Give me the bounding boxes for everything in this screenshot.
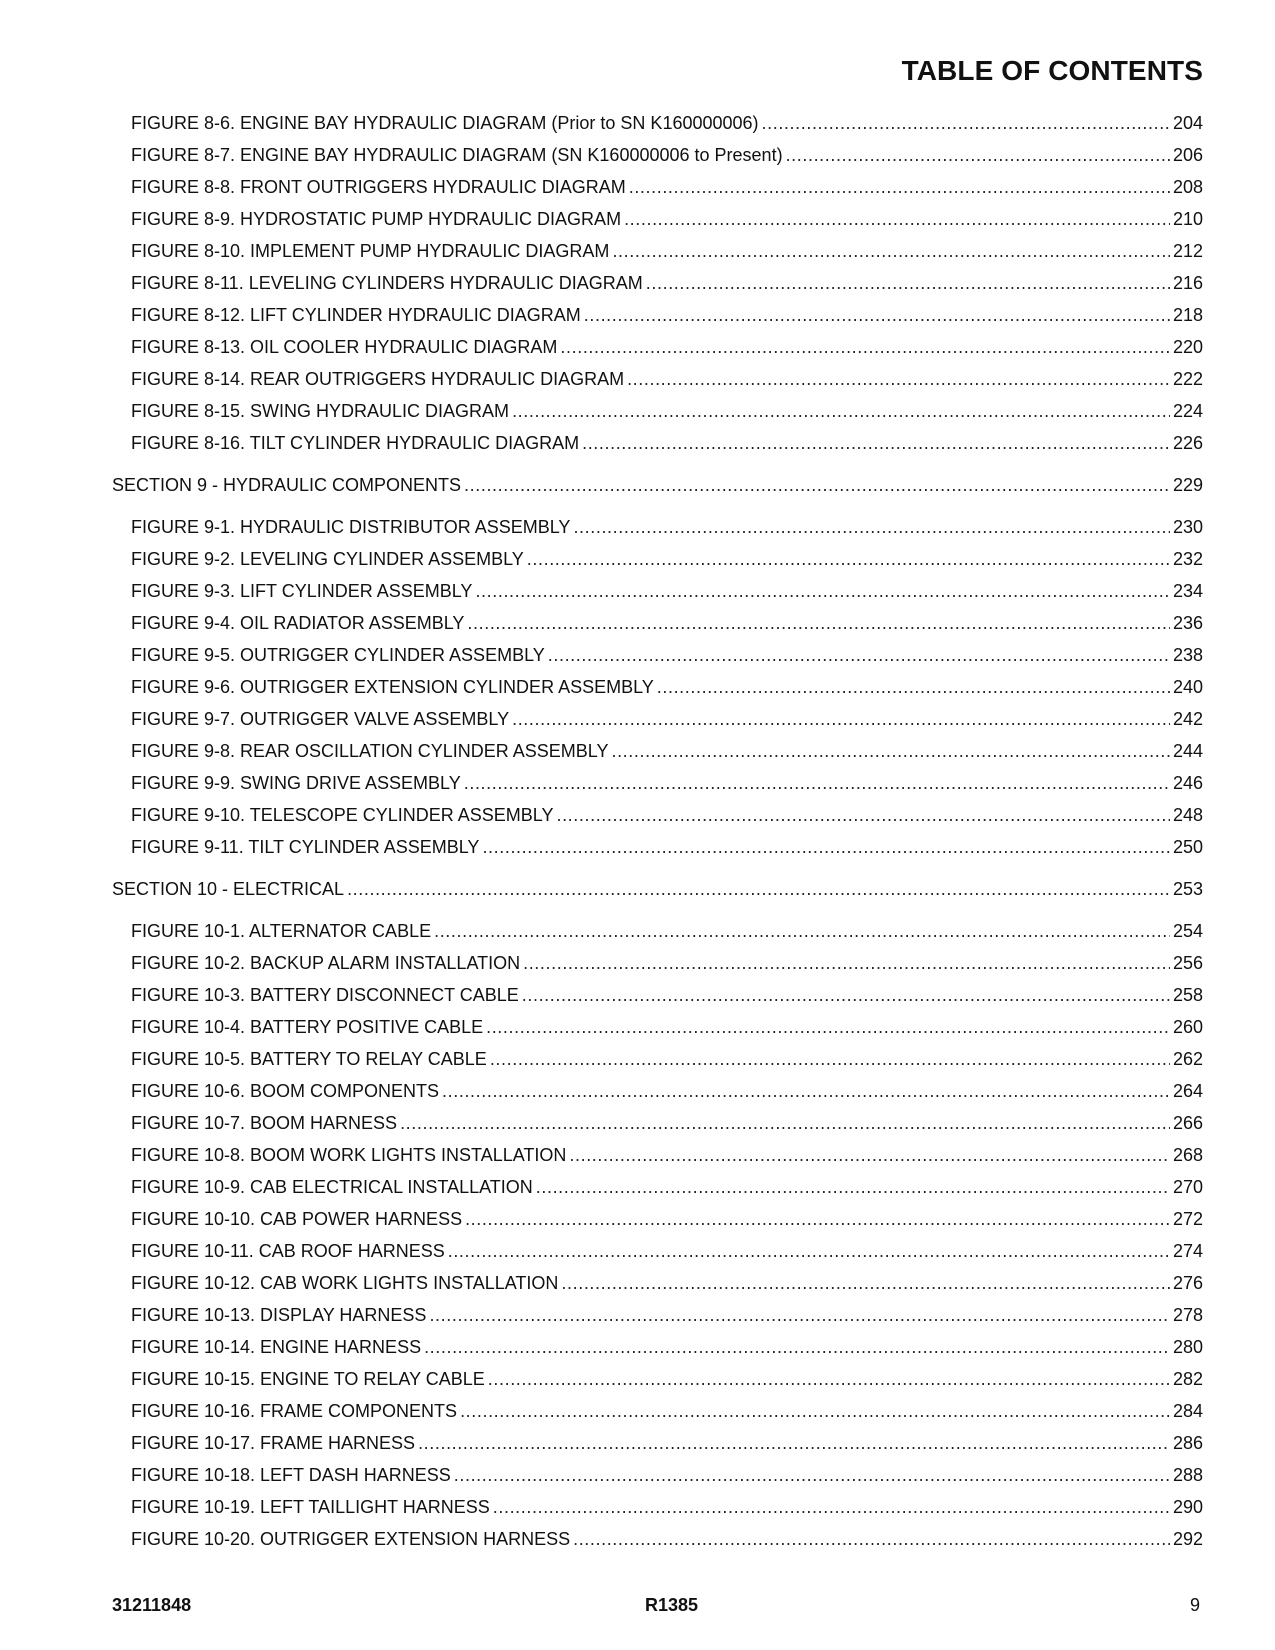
dot-leader (657, 678, 1170, 696)
dot-leader (465, 1210, 1170, 1228)
toc-figure-entry[interactable] (112, 646, 1203, 678)
toc-figure-entry[interactable] (112, 402, 1203, 434)
toc-figure-entry[interactable] (112, 1018, 1203, 1050)
page-footer (112, 1595, 1200, 1619)
dot-leader (582, 434, 1170, 452)
toc-entry-title: FIGURE 9-1. HYDRAULIC DISTRIBUTOR ASSEMBLY (131, 518, 571, 537)
toc-entry-page-number: 274 (1172, 1242, 1203, 1261)
toc-figure-entry[interactable] (112, 742, 1203, 774)
dot-leader (512, 402, 1170, 420)
toc-entry-title: FIGURE 8-11. LEVELING CYLINDERS HYDRAULIC DIAGRAM (131, 274, 643, 293)
toc-entry-title: FIGURE 8-14. REAR OUTRIGGERS HYDRAULIC DIAGRAM (131, 370, 625, 389)
toc-entry-title: FIGURE 8-10. IMPLEMENT PUMP HYDRAULIC DIAGRAM (131, 242, 610, 261)
toc-entry-title: FIGURE 9-8. REAR OSCILLATION CYLINDER ASSEMBLY (131, 742, 609, 761)
dot-leader (569, 1146, 1170, 1164)
toc-entry-title: FIGURE 8-12. LIFT CYLINDER HYDRAULIC DIAGRAM (131, 306, 581, 325)
toc-entry-title: FIGURE 10-7. BOOM HARNESS (131, 1114, 398, 1133)
dot-leader (429, 1306, 1170, 1324)
toc-entry-page-number: 262 (1172, 1050, 1203, 1069)
toc-figure-entry[interactable] (112, 1146, 1203, 1178)
toc-figure-entry[interactable] (112, 1114, 1203, 1146)
toc-entry-page-number: 268 (1172, 1146, 1203, 1165)
dot-leader (460, 1402, 1170, 1420)
toc-figure-entry[interactable] (112, 1306, 1203, 1338)
toc-entry-page-number: 206 (1172, 146, 1203, 165)
toc-figure-entry[interactable] (112, 838, 1203, 870)
toc-entry-page-number: 272 (1172, 1210, 1203, 1229)
toc-entry-page-number: 250 (1172, 838, 1203, 857)
toc-entry-page-number: 244 (1172, 742, 1203, 761)
toc-figure-entry[interactable] (112, 1498, 1203, 1530)
table-of-contents (112, 114, 1203, 1562)
toc-entry-title: FIGURE 10-10. CAB POWER HARNESS (131, 1210, 463, 1229)
toc-figure-entry[interactable] (112, 806, 1203, 838)
toc-entry-title: FIGURE 8-16. TILT CYLINDER HYDRAULIC DIAGRAM (131, 434, 580, 453)
toc-figure-entry[interactable] (112, 954, 1203, 986)
dot-leader (464, 774, 1170, 792)
dot-leader (448, 1242, 1170, 1260)
toc-figure-entry[interactable] (112, 306, 1203, 338)
dot-leader (434, 922, 1170, 940)
footer-page-number: 9 (1189, 1595, 1200, 1615)
dot-leader (493, 1498, 1170, 1516)
toc-entry-title: FIGURE 10-13. DISPLAY HARNESS (131, 1306, 427, 1325)
toc-entry-page-number: 286 (1172, 1434, 1203, 1453)
toc-figure-entry[interactable] (112, 774, 1203, 806)
toc-entry-page-number: 266 (1172, 1114, 1203, 1133)
toc-figure-entry[interactable] (112, 274, 1203, 306)
dot-leader (612, 242, 1170, 260)
dot-leader (584, 306, 1170, 324)
toc-entry-page-number: 236 (1172, 614, 1203, 633)
toc-entry-title: FIGURE 9-4. OIL RADIATOR ASSEMBLY (131, 614, 465, 633)
toc-entry-page-number: 253 (1172, 880, 1203, 899)
dot-leader (560, 338, 1170, 356)
toc-entry-title: FIGURE 10-6. BOOM COMPONENTS (131, 1082, 440, 1101)
toc-entry-title: FIGURE 10-4. BATTERY POSITIVE CABLE (131, 1018, 484, 1037)
toc-entry-page-number: 224 (1172, 402, 1203, 421)
dot-leader (475, 582, 1170, 600)
toc-entry-title: FIGURE 10-19. LEFT TAILLIGHT HARNESS (131, 1498, 490, 1517)
toc-entry-page-number: 242 (1172, 710, 1203, 729)
dot-leader (548, 646, 1170, 664)
toc-figure-entry[interactable] (112, 1178, 1203, 1210)
dot-leader (486, 1018, 1170, 1036)
toc-entry-page-number: 218 (1172, 306, 1203, 325)
toc-entry-title: SECTION 9 - HYDRAULIC COMPONENTS (112, 476, 462, 495)
toc-entry-page-number: 229 (1172, 476, 1203, 495)
toc-entry-title: FIGURE 10-2. BACKUP ALARM INSTALLATION (131, 954, 521, 973)
toc-entry-title: FIGURE 10-11. CAB ROOF HARNESS (131, 1242, 445, 1261)
dot-leader (488, 1370, 1170, 1388)
toc-entry-title: FIGURE 10-1. ALTERNATOR CABLE (131, 922, 432, 941)
dot-leader (512, 710, 1170, 728)
toc-entry-page-number: 208 (1172, 178, 1203, 197)
toc-entry-title: FIGURE 8-8. FRONT OUTRIGGERS HYDRAULIC DIAGRAM (131, 178, 626, 197)
toc-entry-title: FIGURE 10-15. ENGINE TO RELAY CABLE (131, 1370, 485, 1389)
dot-leader (573, 518, 1170, 536)
toc-figure-entry[interactable] (112, 178, 1203, 210)
toc-figure-entry[interactable] (112, 434, 1203, 466)
dot-leader (467, 614, 1170, 632)
toc-figure-entry[interactable] (112, 210, 1203, 242)
toc-entry-page-number: 248 (1172, 806, 1203, 825)
toc-entry-title: FIGURE 9-5. OUTRIGGER CYLINDER ASSEMBLY (131, 646, 545, 665)
dot-leader (527, 550, 1170, 568)
toc-figure-entry[interactable] (112, 146, 1203, 178)
toc-entry-page-number: 226 (1172, 434, 1203, 453)
toc-entry-title: FIGURE 10-14. ENGINE HARNESS (131, 1338, 422, 1357)
toc-figure-entry[interactable] (112, 114, 1203, 146)
toc-entry-title: FIGURE 8-9. HYDROSTATIC PUMP HYDRAULIC DIAGRAM (131, 210, 622, 229)
toc-entry-page-number: 256 (1172, 954, 1203, 973)
toc-entry-page-number: 246 (1172, 774, 1203, 793)
toc-entry-page-number: 284 (1172, 1402, 1203, 1421)
toc-entry-page-number: 232 (1172, 550, 1203, 569)
toc-entry-page-number: 292 (1172, 1530, 1203, 1549)
toc-figure-entry[interactable] (112, 518, 1203, 550)
dot-leader (629, 178, 1170, 196)
toc-figure-entry[interactable] (112, 986, 1203, 1018)
toc-figure-entry[interactable] (112, 1210, 1203, 1242)
toc-figure-entry[interactable] (112, 1530, 1203, 1562)
toc-entry-page-number: 220 (1172, 338, 1203, 357)
dot-leader (786, 146, 1170, 164)
footer-revision: R1385 (645, 1595, 699, 1615)
toc-figure-entry[interactable] (112, 614, 1203, 646)
toc-figure-entry[interactable] (112, 1338, 1203, 1370)
toc-entry-page-number: 204 (1172, 114, 1203, 133)
toc-figure-entry[interactable] (112, 1274, 1203, 1306)
toc-entry-page-number: 278 (1172, 1306, 1203, 1325)
dot-leader (646, 274, 1170, 292)
toc-entry-page-number: 222 (1172, 370, 1203, 389)
toc-entry-title: FIGURE 8-15. SWING HYDRAULIC DIAGRAM (131, 402, 510, 421)
page-title: TABLE OF CONTENTS (901, 55, 1203, 86)
dot-leader (523, 954, 1170, 972)
toc-entry-page-number: 260 (1172, 1018, 1203, 1037)
dot-leader (611, 742, 1169, 760)
toc-entry-page-number: 258 (1172, 986, 1203, 1005)
toc-entry-page-number: 276 (1172, 1274, 1203, 1293)
toc-figure-entry[interactable] (112, 922, 1203, 954)
toc-figure-entry[interactable] (112, 1242, 1203, 1274)
toc-figure-entry[interactable] (112, 338, 1203, 370)
toc-entry-title: FIGURE 10-8. BOOM WORK LIGHTS INSTALLATION (131, 1146, 567, 1165)
dot-leader (762, 114, 1170, 132)
toc-entry-title: FIGURE 10-20. OUTRIGGER EXTENSION HARNESS (131, 1530, 571, 1549)
toc-entry-title: SECTION 10 - ELECTRICAL (112, 880, 345, 899)
dot-leader (347, 880, 1170, 898)
dot-leader (561, 1274, 1170, 1292)
toc-entry-title: FIGURE 9-9. SWING DRIVE ASSEMBLY (131, 774, 461, 793)
dot-leader (424, 1338, 1170, 1356)
toc-entry-page-number: 254 (1172, 922, 1203, 941)
toc-entry-page-number: 282 (1172, 1370, 1203, 1389)
dot-leader (536, 1178, 1170, 1196)
toc-figure-entry[interactable] (112, 710, 1203, 742)
toc-entry-title: FIGURE 10-18. LEFT DASH HARNESS (131, 1466, 451, 1485)
dot-leader (400, 1114, 1170, 1132)
toc-figure-entry[interactable] (112, 370, 1203, 402)
toc-section-entry[interactable] (112, 880, 1203, 912)
dot-leader (454, 1466, 1170, 1484)
toc-entry-title: FIGURE 9-6. OUTRIGGER EXTENSION CYLINDER ASSEMBLY (131, 678, 654, 697)
toc-entry-page-number: 212 (1172, 242, 1203, 261)
dot-leader (490, 1050, 1170, 1068)
toc-entry-title: FIGURE 9-11. TILT CYLINDER ASSEMBLY (131, 838, 480, 857)
toc-entry-page-number: 238 (1172, 646, 1203, 665)
toc-entry-page-number: 230 (1172, 518, 1203, 537)
toc-entry-page-number: 240 (1172, 678, 1203, 697)
toc-figure-entry[interactable] (112, 1082, 1203, 1114)
dot-leader (624, 210, 1170, 228)
toc-entry-page-number: 290 (1172, 1498, 1203, 1517)
toc-entry-title: FIGURE 10-12. CAB WORK LIGHTS INSTALLATION (131, 1274, 559, 1293)
toc-figure-entry[interactable] (112, 1050, 1203, 1082)
toc-entry-title: FIGURE 9-3. LIFT CYLINDER ASSEMBLY (131, 582, 473, 601)
toc-entry-page-number: 264 (1172, 1082, 1203, 1101)
toc-figure-entry[interactable] (112, 242, 1203, 274)
dot-leader (522, 986, 1170, 1004)
toc-figure-entry[interactable] (112, 1466, 1203, 1498)
toc-section-entry[interactable] (112, 476, 1203, 508)
dot-leader (556, 806, 1169, 824)
toc-figure-entry[interactable] (112, 1434, 1203, 1466)
dot-leader (573, 1530, 1170, 1548)
toc-entry-title: FIGURE 9-2. LEVELING CYLINDER ASSEMBLY (131, 550, 524, 569)
dot-leader (442, 1082, 1170, 1100)
toc-entry-page-number: 210 (1172, 210, 1203, 229)
toc-entry-title: FIGURE 10-3. BATTERY DISCONNECT CABLE (131, 986, 519, 1005)
toc-figure-entry[interactable] (112, 550, 1203, 582)
toc-figure-entry[interactable] (112, 1402, 1203, 1434)
toc-entry-title: FIGURE 9-10. TELESCOPE CYLINDER ASSEMBLY (131, 806, 554, 825)
dot-leader (464, 476, 1170, 494)
toc-entry-page-number: 216 (1172, 274, 1203, 293)
toc-entry-title: FIGURE 8-6. ENGINE BAY HYDRAULIC DIAGRAM (Prior to SN K160000006) (131, 114, 759, 133)
toc-figure-entry[interactable] (112, 1370, 1203, 1402)
toc-entry-title: FIGURE 10-17. FRAME HARNESS (131, 1434, 416, 1453)
toc-entry-page-number: 234 (1172, 582, 1203, 601)
dot-leader (418, 1434, 1170, 1452)
toc-entry-page-number: 270 (1172, 1178, 1203, 1197)
toc-figure-entry[interactable] (112, 582, 1203, 614)
dot-leader (482, 838, 1170, 856)
toc-entry-title: FIGURE 8-13. OIL COOLER HYDRAULIC DIAGRAM (131, 338, 558, 357)
footer-document-number: 31211848 (112, 1595, 192, 1615)
toc-entry-page-number: 288 (1172, 1466, 1203, 1485)
toc-entry-title: FIGURE 10-16. FRAME COMPONENTS (131, 1402, 458, 1421)
dot-leader (627, 370, 1170, 388)
toc-entry-title: FIGURE 8-7. ENGINE BAY HYDRAULIC DIAGRAM (SN K160000006 to Present) (131, 146, 783, 165)
toc-entry-title: FIGURE 10-9. CAB ELECTRICAL INSTALLATION (131, 1178, 533, 1197)
toc-figure-entry[interactable] (112, 678, 1203, 710)
toc-entry-title: FIGURE 9-7. OUTRIGGER VALVE ASSEMBLY (131, 710, 510, 729)
toc-entry-page-number: 280 (1172, 1338, 1203, 1357)
toc-entry-title: FIGURE 10-5. BATTERY TO RELAY CABLE (131, 1050, 487, 1069)
